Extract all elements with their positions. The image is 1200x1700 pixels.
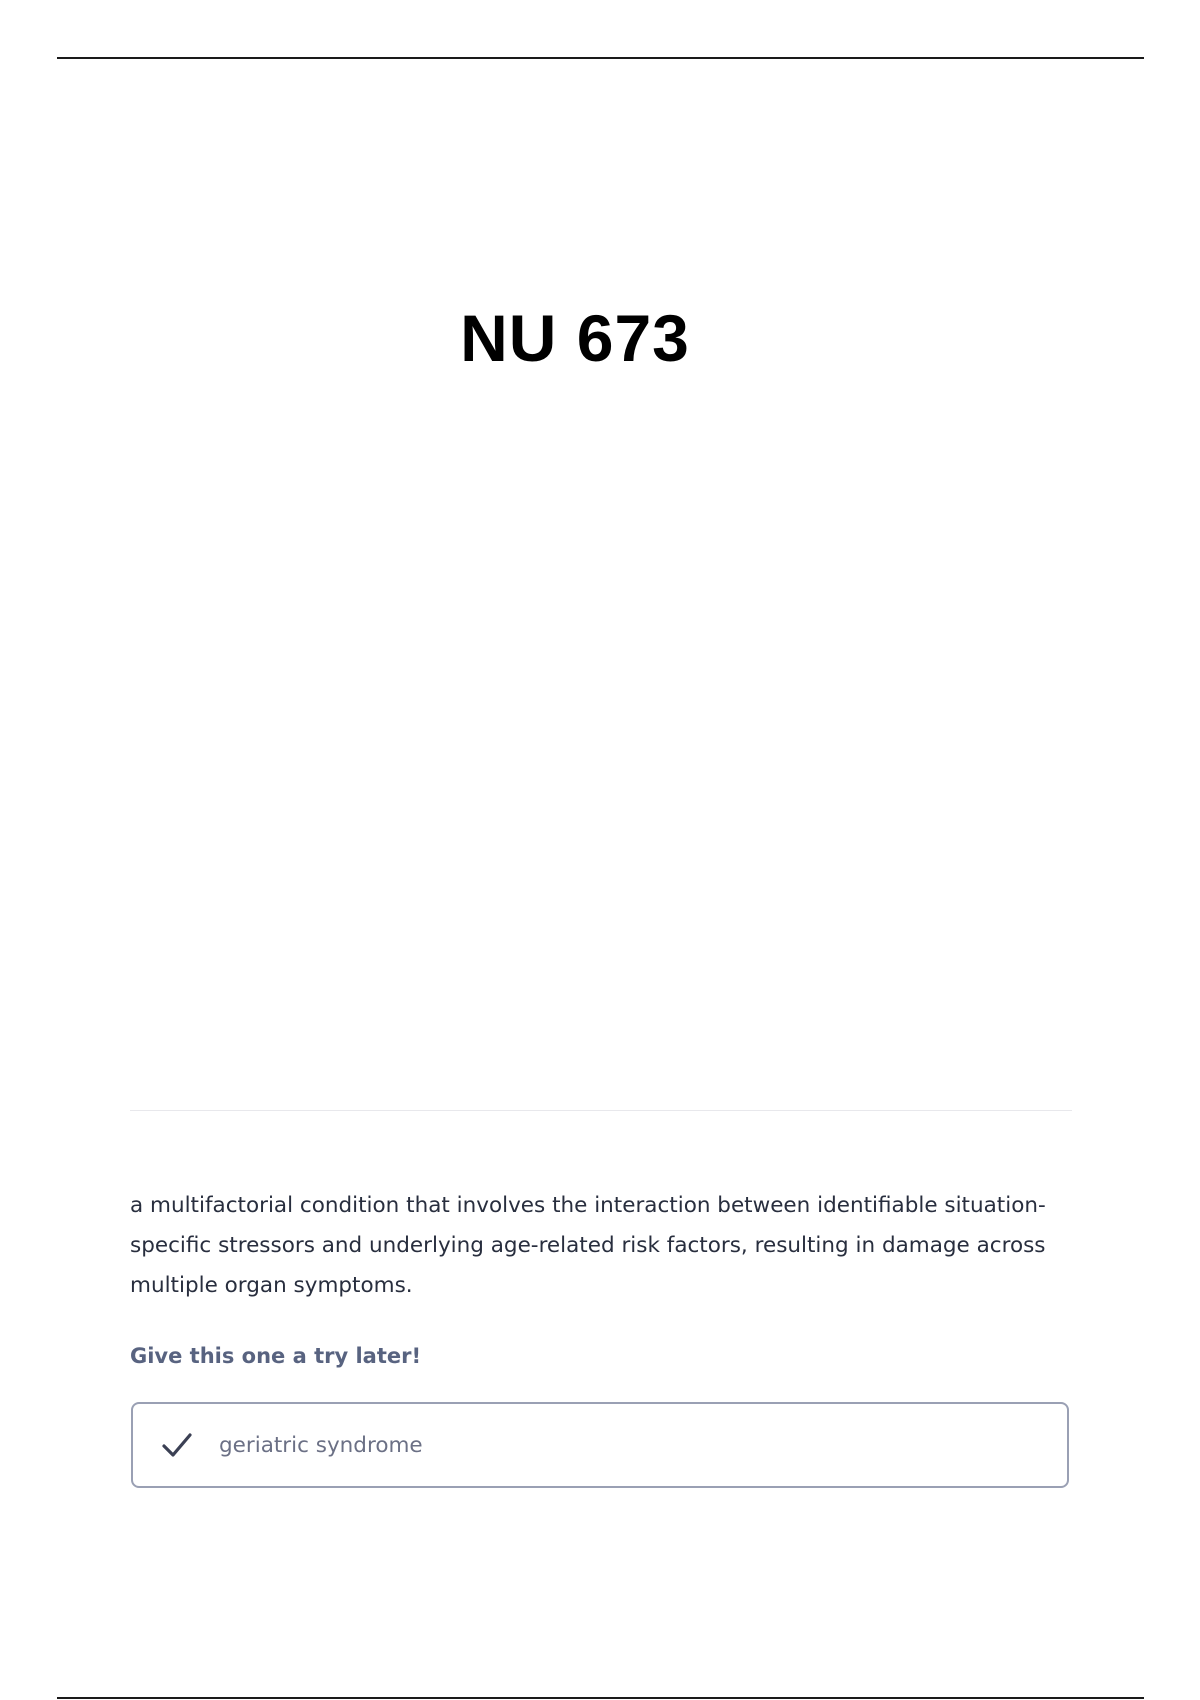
answer-text: geriatric syndrome — [219, 1432, 423, 1458]
page-bottom-rule — [57, 1697, 1144, 1699]
card-divider — [130, 1110, 1072, 1111]
page-top-rule — [57, 57, 1144, 59]
try-later-hint: Give this one a try later! — [130, 1344, 422, 1368]
checkmark-icon — [161, 1431, 193, 1459]
flashcard-definition: a multifactorial condition that involves the interaction between identifiable situation-specific stressors and underlying age-related risk factors, resulting in damage across multiple organ symptoms. — [130, 1193, 1046, 1298]
answer-option[interactable] — [131, 1402, 1069, 1488]
page-title: NU 673 — [460, 301, 690, 375]
